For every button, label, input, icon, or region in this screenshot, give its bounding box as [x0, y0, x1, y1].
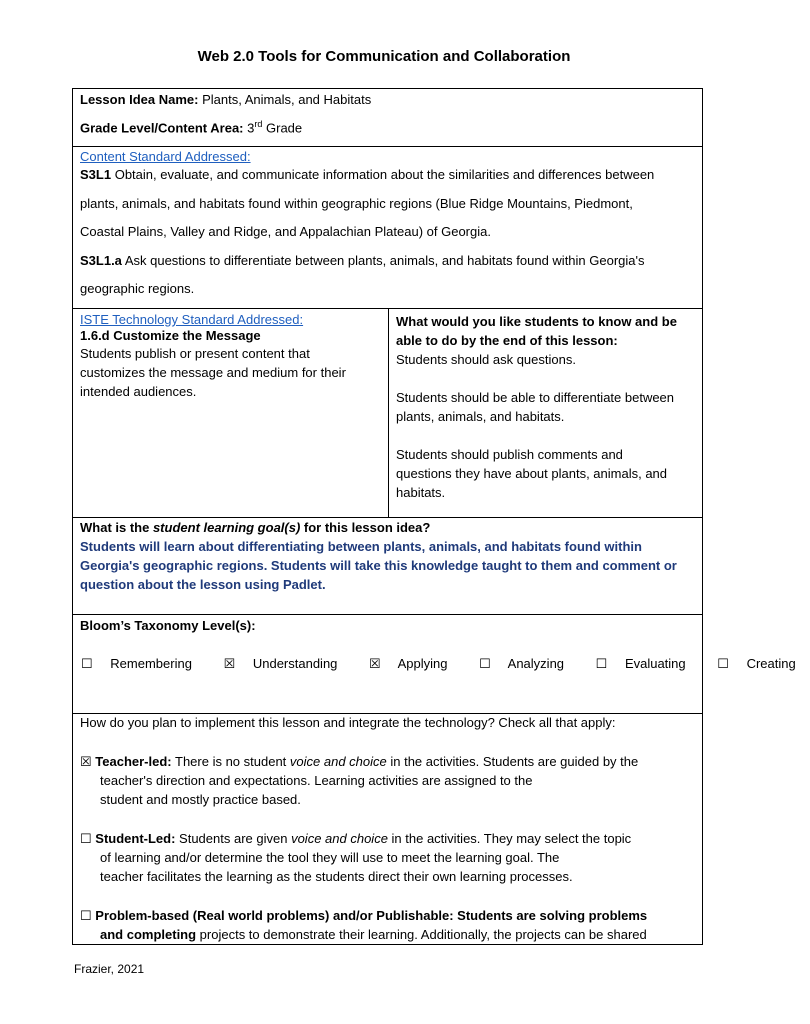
s3l1-code: S3L1: [80, 167, 112, 182]
know-p3-3: habitats.: [396, 485, 446, 500]
bloom-option-evaluating[interactable]: [596, 656, 700, 671]
iste-cell: [73, 312, 388, 401]
grade-label: Grade Level/Content Area:: [80, 120, 244, 136]
bloom-label: Evaluating: [624, 656, 686, 671]
bloom-label: Applying: [397, 656, 448, 671]
student-led-text-post: in the activities. They may select the topic: [387, 831, 632, 846]
goal-q-pre: What is the: [80, 520, 153, 535]
student-led-label: Student-Led:: [95, 831, 176, 846]
s3l1a-code: S3L1.a: [80, 253, 122, 268]
grade-sup: rd: [254, 119, 263, 129]
grade-line: [80, 119, 302, 135]
know-heading-1: What would you like students to know and be: [396, 314, 677, 329]
s3l1a-line2: geographic regions.: [80, 281, 195, 296]
lesson-info-box: [72, 88, 703, 147]
checkbox-icon[interactable]: ☐: [717, 656, 729, 671]
teacher-led-label: Teacher-led:: [95, 754, 172, 769]
bloom-option-remembering[interactable]: [81, 656, 206, 671]
know-heading-2: able to do by the end of this lesson:: [396, 333, 618, 348]
bloom-label: Understanding: [252, 656, 338, 671]
content-standard-box: [72, 146, 703, 309]
know-p2-1: Students should be able to differentiate between: [396, 390, 675, 405]
goal-question: [80, 520, 430, 535]
student-led-checkbox[interactable]: ☐: [80, 831, 92, 846]
problem-based-line1: [80, 908, 647, 924]
bloom-box: [72, 614, 796, 714]
bloom-option-creating[interactable]: [717, 656, 809, 671]
iste-desc-2: customizes the message and medium for their: [80, 365, 346, 380]
student-led-line1: [80, 831, 631, 847]
teacher-led-line2: teacher's direction and expectations. Learning activities are assigned to the: [100, 773, 533, 788]
iste-heading[interactable]: ISTE Technology Standard Addressed:: [80, 312, 304, 327]
learning-goal-box: [72, 517, 703, 615]
s3l1a-line1: [80, 253, 645, 268]
s3l1-text1: Obtain, evaluate, and communicate information about the similarities and differences between: [114, 167, 655, 182]
iste-know-box: [72, 308, 703, 518]
goal-line-3: question about the lesson using Padlet.: [80, 577, 326, 592]
problem-based-checkbox[interactable]: ☐: [80, 908, 92, 923]
problem-based-bold: and completing: [100, 927, 197, 942]
bloom-options: [81, 656, 810, 672]
know-p1: Students should ask questions.: [396, 352, 576, 367]
checkbox-icon[interactable]: ☒: [223, 656, 236, 671]
bloom-label: Creating: [746, 656, 796, 671]
implement-question: How do you plan to implement this lesson and integrate the technology? Check all that apply:: [80, 715, 616, 730]
checkbox-icon[interactable]: ☐: [81, 656, 93, 671]
problem-based-label: Problem-based (Real world problems) and/or Publishable: Students are solving problems: [95, 908, 648, 923]
student-led-line2: of learning and/or determine the tool they will use to meet the learning goal. The: [100, 850, 560, 865]
lesson-name-line: [80, 92, 371, 107]
goal-q-post: for this lesson idea?: [300, 520, 431, 535]
grade-rest: Grade: [266, 120, 303, 136]
teacher-led-line1: [80, 754, 638, 770]
problem-based-line2: [100, 927, 647, 942]
bloom-label: Remembering: [110, 656, 192, 671]
bloom-label: Analyzing: [507, 656, 565, 671]
problem-based-rest: projects to demonstrate their learning. Additionally, the projects can be shared: [196, 927, 647, 942]
student-led-italic: voice and choice: [291, 831, 388, 846]
checkbox-icon[interactable]: ☒: [369, 656, 381, 671]
iste-desc-3: intended audiences.: [80, 384, 197, 399]
iste-desc-1: Students publish or present content that: [80, 346, 310, 361]
s3l1-line1: [80, 167, 654, 182]
teacher-led-line3: student and mostly practice based.: [100, 792, 301, 807]
bloom-option-understanding[interactable]: [224, 656, 352, 671]
content-standard-heading[interactable]: Content Standard Addressed:: [80, 149, 251, 164]
know-p2-2: plants, animals, and habitats.: [396, 409, 565, 424]
teacher-led-italic: voice and choice: [289, 754, 387, 769]
implementation-box: [72, 713, 703, 945]
know-cell: [389, 312, 703, 502]
bloom-heading: Bloom’s Taxonomy Level(s):: [80, 618, 256, 633]
s3l1-line3: Coastal Plains, Valley and Ridge, and Appalachian Plateau) of Georgia.: [80, 224, 491, 239]
lesson-name-value: Plants, Animals, and Habitats: [202, 92, 372, 107]
teacher-led-checkbox[interactable]: ☒: [80, 754, 92, 769]
goal-line-1: Students will learn about differentiating between plants, animals, and habitats found within: [80, 539, 642, 554]
s3l1-line2: plants, animals, and habitats found within geographic regions (Blue Ridge Mountains, Piedmont,: [80, 196, 633, 211]
iste-code: 1.6.d Customize the Message: [80, 328, 261, 343]
teacher-led-text-post: in the activities. Students are guided by the: [386, 754, 639, 769]
teacher-led-text: There is no student: [171, 754, 290, 769]
student-led-text: Students are given: [175, 831, 292, 846]
grade-num: 3: [247, 120, 255, 136]
checkbox-icon[interactable]: ☐: [479, 656, 491, 671]
checkbox-icon[interactable]: ☐: [595, 656, 608, 671]
footer-credit: Frazier, 2021: [74, 962, 145, 976]
lesson-name-label: Lesson Idea Name:: [80, 92, 199, 107]
bloom-option-applying[interactable]: [369, 656, 461, 671]
bloom-option-analyzing[interactable]: [479, 656, 578, 671]
goal-line-2: Georgia's geographic regions. Students will take this knowledge taught to them and comment or: [80, 558, 677, 573]
s3l1a-text1: Ask questions to differentiate between plants, animals, and habitats found within Georgia's: [124, 253, 645, 268]
page-title: Web 2.0 Tools for Communication and Collaboration: [197, 48, 571, 65]
know-p3-2: questions they have about plants, animals, and: [396, 466, 668, 481]
student-led-line3: teacher facilitates the learning as the students direct their own learning processes.: [100, 869, 573, 884]
know-p3-1: Students should publish comments and: [396, 447, 623, 462]
goal-q-italic: student learning goal(s): [152, 520, 301, 535]
